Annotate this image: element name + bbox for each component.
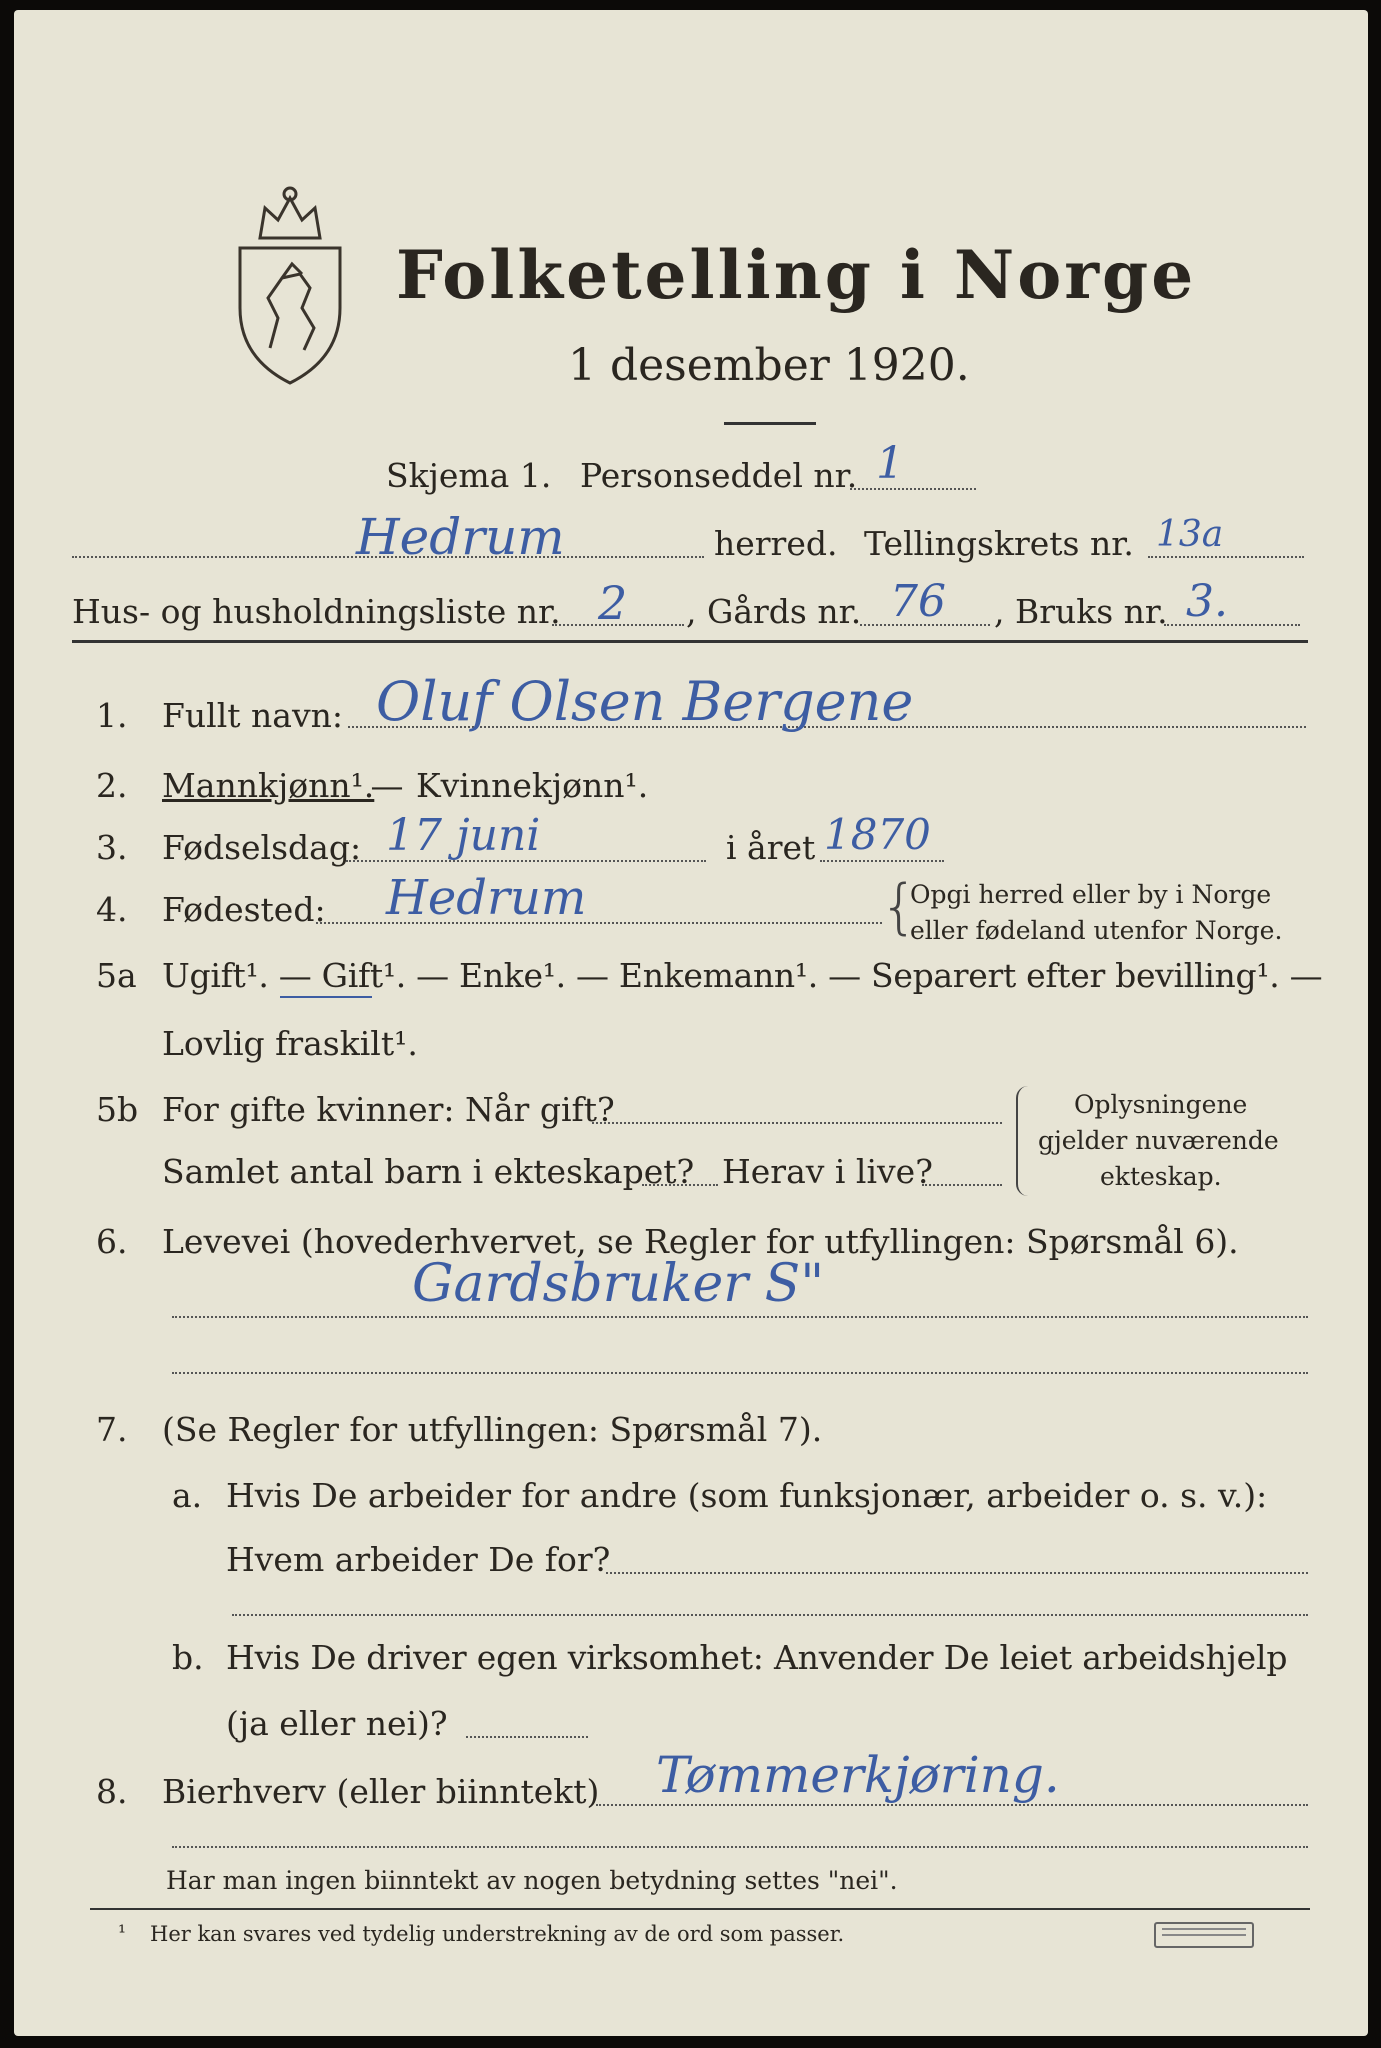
personseddel-label: Personseddel nr. bbox=[580, 456, 858, 495]
printer-stamp-icon bbox=[1154, 1922, 1254, 1948]
q6-line2 bbox=[172, 1372, 1308, 1374]
q5a-number: 5a bbox=[96, 956, 137, 995]
norway-coat-of-arms-icon bbox=[230, 178, 350, 388]
q7a-line2: Hvem arbeider De for? bbox=[226, 1540, 611, 1579]
q4-note-line1: Opgi herred eller by i Norge bbox=[910, 880, 1272, 909]
footer-rule bbox=[90, 1908, 1310, 1910]
q7b-letter: b. bbox=[172, 1638, 204, 1677]
q8-label: Bierhverv (eller biinntekt) bbox=[162, 1772, 600, 1811]
q5b-barn-label: Samlet antal barn i ekteskapet? bbox=[162, 1152, 695, 1191]
q7a-line1: Hvis De arbeider for andre (som funksjonær, arbeider o. s. v.): bbox=[226, 1476, 1268, 1515]
q3-label: Fødselsdag: bbox=[162, 828, 362, 867]
q5b-nar-gift-line bbox=[592, 1122, 1002, 1124]
personseddel-line bbox=[850, 488, 976, 490]
census-form bbox=[14, 10, 1368, 2036]
q7a-letter: a. bbox=[172, 1476, 203, 1515]
skjema-label: Skjema 1. bbox=[386, 456, 552, 495]
footnote-text: Her kan svares ved tydelig understrekning av de ord som passer. bbox=[150, 1922, 845, 1946]
q7a-answer-line2 bbox=[232, 1614, 1308, 1616]
q2-separator: — bbox=[360, 766, 414, 805]
q3-year-label: i året bbox=[726, 828, 816, 867]
q3-number: 3. bbox=[96, 828, 128, 867]
q1-label: Fullt navn: bbox=[162, 696, 343, 735]
q7b-line1: Hvis De driver egen virksomhet: Anvender De leiet arbeidshjelp bbox=[226, 1638, 1288, 1677]
q4-note-line2: eller fødeland utenfor Norge. bbox=[910, 916, 1283, 945]
tellingskrets-value: 13a bbox=[1156, 514, 1224, 555]
gards-value: 76 bbox=[890, 576, 946, 627]
bruks-value: 3. bbox=[1186, 576, 1228, 627]
q5b-number: 5b bbox=[96, 1090, 139, 1129]
tellingskrets-label: Tellingskrets nr. bbox=[864, 524, 1134, 563]
q5b-live-line bbox=[922, 1184, 1002, 1186]
q8-number: 8. bbox=[96, 1772, 128, 1811]
hus-label: Hus- og husholdningsliste nr. bbox=[72, 592, 561, 631]
q6-line1 bbox=[172, 1316, 1308, 1318]
q1-number: 1. bbox=[96, 696, 128, 735]
tellingskrets-line bbox=[1148, 556, 1304, 558]
gards-label: , Gårds nr. bbox=[686, 592, 862, 631]
footer-note: Har man ingen biinntekt av nogen betydning settes "nei". bbox=[166, 1866, 898, 1895]
q8-line2 bbox=[172, 1846, 1308, 1848]
q7b-line2: (ja eller nei)? bbox=[226, 1704, 448, 1743]
q7a-answer-line1 bbox=[606, 1572, 1308, 1574]
footnote-mark: ¹ bbox=[118, 1920, 127, 1944]
q6-label: Levevei (hovederhvervet, se Regler for utfyllingen: Spørsmål 6). bbox=[162, 1222, 1239, 1261]
q8-value: Tømmerkjøring. bbox=[656, 1746, 1060, 1804]
q3-year-line bbox=[820, 860, 944, 862]
q2-kvinnekjonn: Kvinnekjønn¹. bbox=[416, 766, 649, 805]
q5b-note-line1: Oplysningene bbox=[1074, 1090, 1248, 1119]
q5b-live-label: Herav i live? bbox=[722, 1152, 933, 1191]
herred-value: Hedrum bbox=[356, 508, 565, 566]
q5b-barn-line bbox=[642, 1184, 718, 1186]
q3-year-value: 1870 bbox=[824, 810, 931, 859]
hus-value: 2 bbox=[598, 576, 628, 630]
q5a-fraskilt: Lovlig fraskilt¹. bbox=[162, 1024, 418, 1063]
q5a-marital-status: Ugift¹. — Gift¹. — Enke¹. — Enkemann¹. — Separert efter bevilling¹. — bbox=[162, 956, 1323, 995]
bruks-label: , Bruks nr. bbox=[994, 592, 1168, 631]
personseddel-value: 1 bbox=[876, 438, 904, 489]
q7-number: 7. bbox=[96, 1410, 128, 1449]
q4-value: Hedrum bbox=[386, 870, 587, 926]
q6-value: Gardsbruker S" bbox=[412, 1254, 825, 1314]
q6-number: 6. bbox=[96, 1222, 128, 1261]
q5b-brace bbox=[1016, 1086, 1032, 1196]
q5b-nar-gift-label: For gifte kvinner: Når gift? bbox=[162, 1090, 615, 1129]
q2-mannkjonn: Mannkjønn¹. bbox=[162, 766, 375, 805]
bruks-line bbox=[1164, 624, 1300, 626]
q7b-answer-line bbox=[466, 1736, 588, 1738]
herred-label: herred. bbox=[714, 524, 838, 563]
q2-number: 2. bbox=[96, 766, 128, 805]
header-divider bbox=[72, 640, 1308, 643]
q5a-gift-underline bbox=[280, 996, 372, 998]
q1-value: Oluf Olsen Bergene bbox=[376, 670, 914, 733]
q4-brace: { bbox=[880, 872, 919, 942]
form-title: Folketelling i Norge bbox=[396, 236, 1197, 314]
q3-day-value: 17 juni bbox=[386, 810, 541, 861]
q8-line bbox=[596, 1804, 1308, 1806]
q4-number: 4. bbox=[96, 890, 128, 929]
census-date: 1 desember 1920. bbox=[568, 340, 970, 391]
q5b-note-line2: gjelder nuværende bbox=[1038, 1126, 1279, 1155]
q7-label: (Se Regler for utfyllingen: Spørsmål 7). bbox=[162, 1410, 823, 1449]
q5b-note-line3: ekteskap. bbox=[1100, 1162, 1222, 1191]
title-rule bbox=[724, 422, 816, 425]
q4-label: Fødested: bbox=[162, 890, 326, 929]
